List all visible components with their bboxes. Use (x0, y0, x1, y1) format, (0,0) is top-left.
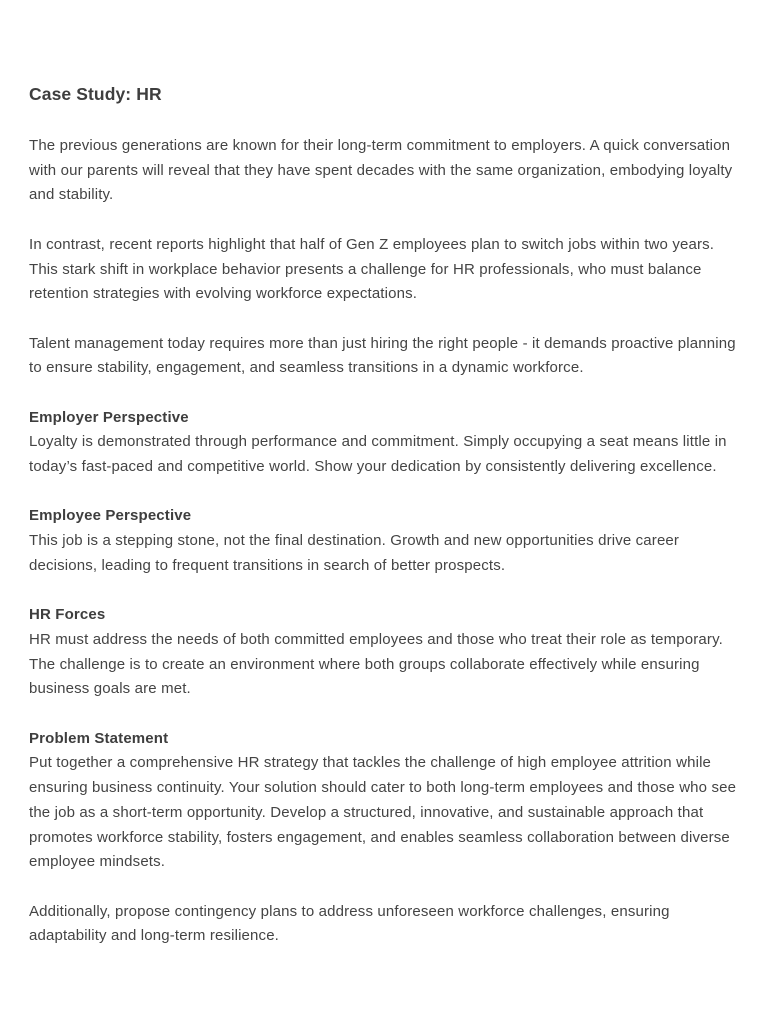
intro-paragraph: Talent management today requires more than just hiring the right people - it demands proactive planning to ensure stability, engagement, and seamless transitions in a dynamic workforce. (29, 334, 736, 377)
section-body: Loyalty is demonstrated through performance and commitment. Simply occupying a seat means little in today’s fast-paced and competitive world. Show your dedication by consistently delivering excellence. (29, 433, 727, 476)
intro-paragraph: The previous generations are known for their long-term commitment to employers. A quick conversation with our parents will reveal that they have spent decades with the same organization, embodying loyalty and stability. (29, 137, 733, 204)
page-title: Case Study: HR (29, 84, 162, 104)
intro-paragraph: In contrast, recent reports highlight that half of Gen Z employees plan to switch jobs within two years. This stark shift in workplace behavior presents a challenge for HR professionals, who must balance retention strategies with evolving workforce expectations. (29, 235, 715, 303)
section-problem-statement (29, 727, 744, 875)
section-employer-perspective (29, 406, 744, 480)
closing-paragraph: Additionally, propose contingency plans to address unforeseen workforce challenges, ensuring adaptability and long-term resilience. (29, 902, 670, 945)
section-body: Put together a comprehensive HR strategy that tackles the challenge of high employee attrition while ensuring business continuity. Your solution should cater to both long-term employees and those who see the job as a short-term opportunity. Develop a structured, innovative, and sustainable approach that promotes workforce stability, fosters engagement, and enables seamless collaboration between diverse employee mindsets. (29, 754, 737, 871)
section-body: This job is a stepping stone, not the final destination. Growth and new opportunities drive career decisions, leading to frequent transitions in search of better prospects. (29, 532, 680, 574)
section-heading: Employer Perspective (29, 408, 189, 426)
section-employee-perspective (29, 504, 744, 578)
section-heading: Problem Statement (29, 729, 169, 747)
section-heading: HR Forces (29, 606, 106, 624)
section-heading: Employee Perspective (29, 507, 192, 525)
section-hr-forces (29, 603, 744, 702)
section-body: HR must address the needs of both committed employees and those who treat their role as temporary. The challenge is to create an environment where both groups collaborate effectively while ensuring business goals are met. (29, 630, 723, 698)
